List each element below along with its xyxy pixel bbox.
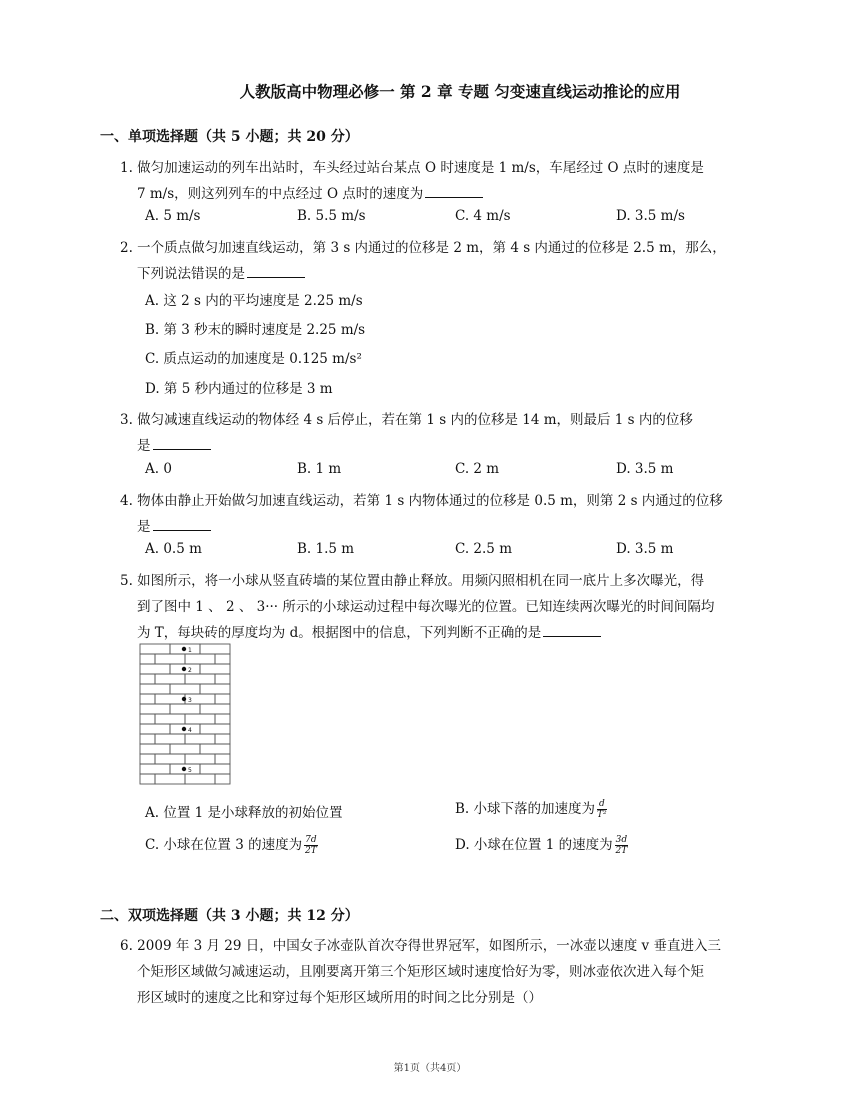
question-4-line-2: 是	[137, 515, 211, 535]
brick	[200, 684, 230, 694]
brick	[140, 674, 155, 684]
question-2-option-c: C. 质点运动的加速度是 0.125 m/s²	[145, 351, 362, 367]
question-4-line-1: 4. 物体由静止开始做匀加速直线运动，若第 1 s 内物体通过的位移是 0.5 m，则第 2 s 内通过的位移	[120, 493, 723, 509]
brick	[140, 664, 170, 674]
brick	[170, 684, 200, 694]
page-footer: 第1页（共4页）	[393, 1063, 467, 1074]
brick	[185, 754, 215, 764]
question-6-line-1: 6. 2009 年 3 月 29 日，中国女子冰壶队首次夺得世界冠军，如图所示，一冰壶以速度 v 垂直进入三	[120, 938, 721, 954]
brick	[140, 754, 155, 764]
answer-blank	[543, 624, 601, 637]
question-3-option-d: D. 3.5 m	[616, 461, 674, 477]
question-1-option-d: D. 3.5 m/s	[616, 208, 685, 224]
brick	[185, 654, 215, 664]
answer-blank	[153, 518, 211, 531]
ball-position-3	[182, 697, 186, 701]
brick	[155, 654, 185, 664]
section-heading-double-choice: 二、双项选择题（共 3 小题；共 12 分）	[100, 908, 359, 924]
question-6-line-2: 个矩形区域做匀减速运动，且刚要离开第三个矩形区域时速度恰好为零，则冰壶依次进入每个矩	[137, 964, 704, 980]
brick	[170, 704, 200, 714]
brick	[185, 674, 215, 684]
brick	[200, 704, 230, 714]
brick	[155, 734, 185, 744]
question-5-option-b: B. 小球下落的加速度为 $\frac{d}{\text{T²}}$	[455, 799, 607, 820]
question-1-line-1: 1. 做匀加速运动的列车出站时，车头经过站台某点 O 时速度是 1 m/s，车尾经过 O 点时的速度是	[120, 160, 704, 176]
brick	[200, 644, 230, 654]
question-2-option-b: B. 第 3 秒末的瞬时速度是 2.25 m/s	[145, 322, 366, 338]
brick	[140, 714, 155, 724]
brick	[215, 654, 230, 664]
brick	[140, 734, 155, 744]
question-2-line-1: 2. 一个质点做匀加速直线运动，第 3 s 内通过的位移是 2 m，第 4 s 内通过的位移是 2.5 m，那么，	[120, 240, 726, 256]
brick	[170, 744, 200, 754]
brick	[200, 764, 230, 774]
brick	[140, 764, 170, 774]
brick	[200, 744, 230, 754]
question-1-option-b: B. 5.5 m/s	[297, 208, 366, 224]
ball-position-label: 5	[188, 767, 192, 774]
ball-position-2	[182, 667, 186, 671]
fraction-7d-over-2t: $\frac{7d}{2T}$	[304, 835, 317, 856]
brick	[185, 774, 215, 784]
question-3-option-b: B. 1 m	[297, 461, 342, 477]
question-1-option-c: C. 4 m/s	[455, 208, 511, 224]
question-4-option-a: A. 0.5 m	[145, 541, 202, 557]
brick	[155, 674, 185, 684]
page-title: 人教版高中物理必修一 第 2 章 专题 匀变速直线运动推论的应用	[239, 82, 681, 101]
question-1-line-2: 7 m/s，则这列列车的中点经过 O 点时的速度为	[137, 182, 483, 202]
brick	[140, 704, 170, 714]
question-6-line-3: 形区域时的速度之比和穿过每个矩形区域所用的时间之比分别是（）	[137, 990, 542, 1006]
question-3-line-2: 是	[137, 434, 211, 454]
ball-position-label: 3	[188, 697, 192, 704]
question-3-line-1: 3. 做匀减速直线运动的物体经 4 s 后停止，若在第 1 s 内的位移是 14 m，则最后 1 s 内的位移	[120, 412, 693, 428]
brick	[140, 744, 170, 754]
ball-positions	[182, 647, 192, 774]
answer-blank	[425, 185, 483, 198]
question-2-line-2: 下列说法错误的是	[137, 262, 305, 282]
answer-blank	[247, 265, 305, 278]
brick	[215, 734, 230, 744]
question-5-option-c: C. 小球在位置 3 的速度为 $\frac{7d}{2T}$	[145, 835, 317, 856]
brick	[140, 774, 155, 784]
question-3-option-c: C. 2 m	[455, 461, 500, 477]
brick	[155, 754, 185, 764]
brick	[185, 714, 215, 724]
brick	[215, 774, 230, 784]
question-2-option-d: D. 第 5 秒内通过的位移是 3 m	[145, 381, 333, 397]
brick	[200, 724, 230, 734]
question-5-option-a: A. 位置 1 是小球释放的初始位置	[145, 805, 343, 821]
brick	[215, 694, 230, 704]
fraction-d-over-t-squared: $\frac{d}{\text{T²}}$	[597, 799, 607, 820]
ball-position-1	[182, 647, 186, 651]
brick	[200, 664, 230, 674]
question-4-option-d: D. 3.5 m	[616, 541, 674, 557]
brick	[185, 734, 215, 744]
ball-position-5	[182, 767, 186, 771]
brick	[215, 674, 230, 684]
brick-wall	[140, 644, 230, 784]
question-4-option-b: B. 1.5 m	[297, 541, 355, 557]
brick	[140, 724, 170, 734]
brick-wall-figure	[138, 642, 232, 788]
fraction-3d-over-2t: $\frac{3d}{2T}$	[615, 835, 628, 856]
question-1-option-a: A. 5 m/s	[145, 208, 201, 224]
brick	[215, 754, 230, 764]
question-5-line-2: 到了图中 1 、 2 、 3··· 所示的小球运动过程中每次曝光的位置。已知连续两次曝光的时间间隔均	[137, 599, 715, 615]
question-3-option-a: A. 0	[145, 461, 172, 477]
ball-position-4	[182, 727, 186, 731]
question-5-line-3: 为 T，每块砖的厚度均为 d。根据图中的信息，下列判断不正确的是	[137, 621, 601, 641]
question-5-option-d: D. 小球在位置 1 的速度为 $\frac{3d}{2T}$	[455, 835, 628, 856]
question-2-option-a: A. 这 2 s 内的平均速度是 2.25 m/s	[145, 293, 363, 309]
brick	[140, 694, 155, 704]
ball-position-label: 2	[188, 667, 192, 674]
answer-blank	[153, 437, 211, 450]
brick	[215, 714, 230, 724]
question-4-option-c: C. 2.5 m	[455, 541, 512, 557]
brick	[155, 694, 185, 704]
section-heading-single-choice: 一、单项选择题（共 5 小题；共 20 分）	[100, 129, 359, 145]
brick	[140, 654, 155, 664]
brick	[140, 684, 170, 694]
ball-position-label: 4	[188, 727, 192, 734]
brick	[140, 644, 170, 654]
ball-position-label: 1	[188, 647, 192, 654]
brick	[155, 714, 185, 724]
question-5-line-1: 5. 如图所示，将一小球从竖直砖墙的某位置由静止释放。用频闪照相机在同一底片上多次曝光，得	[120, 573, 705, 589]
brick	[155, 774, 185, 784]
